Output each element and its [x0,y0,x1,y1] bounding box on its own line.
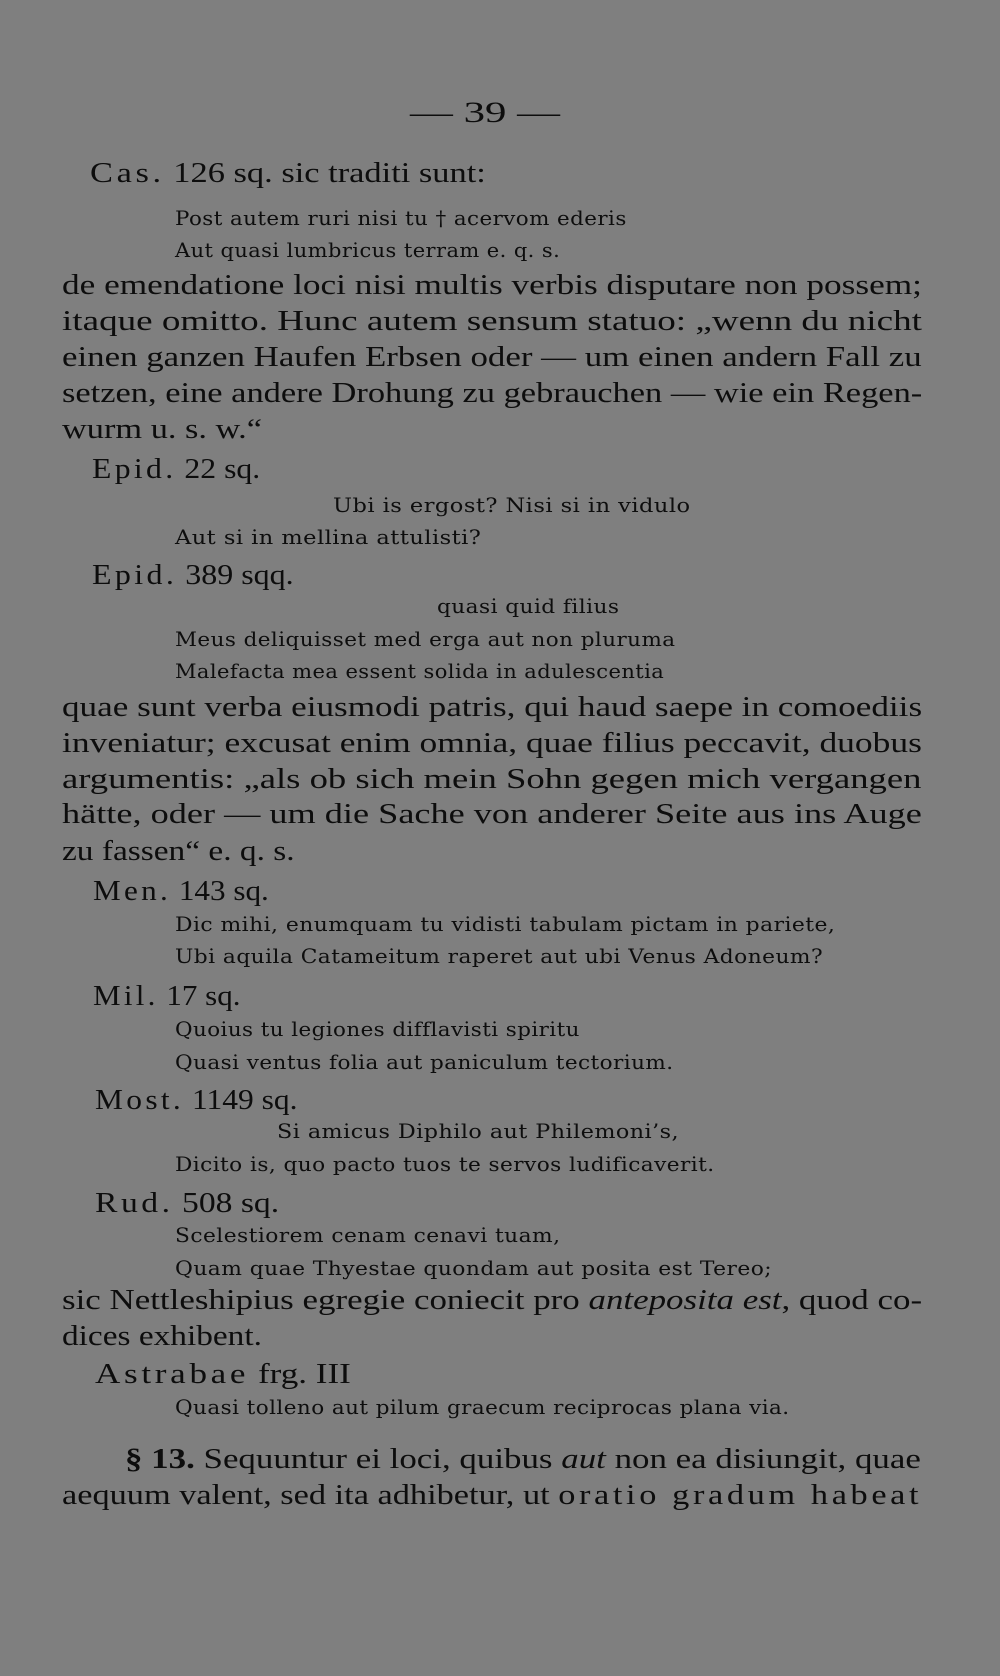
citation-rud [95,1190,279,1219]
citation-label: Mil. [93,981,159,1012]
text-run: , quod co- [781,1285,923,1316]
verse-line: Quoius tu legiones difflavisti spiritu [175,1018,580,1041]
verse-line: Post autem ruri nisi tu † acervom ederis [175,207,627,230]
italic-run: anteposita est [588,1285,782,1316]
verse-line: Aut quasi lumbricus terram e. q. s. [175,239,561,262]
text-line: einen ganzen Haufen Erbsen oder — um einen andern Fall zu [62,342,922,373]
citation-ref: 1149 sq. [191,1085,298,1116]
text-line: inveniatur; excusat enim omnia, quae filius peccavit, duobus [62,728,922,759]
text-run: non ea disiungit, quae [614,1444,921,1475]
text-line: quae sunt verba eiusmodi patris, qui haud saepe in comoediis [62,692,923,723]
verse-line: Quasi tolleno aut pilum graecum reciprocas plana via. [175,1396,790,1419]
citation-ref: 126 sq. sic traditi sunt: [173,158,486,189]
text-line: setzen, eine andere Drohung zu gebrauchen — wie ein Regen- [62,378,923,409]
verse-line: Meus deliquisset med erga aut non pluruma [175,628,676,651]
citation-ref: 22 sq. [184,454,261,485]
citation-ref: frg. III [257,1359,351,1390]
verse-line: Scelestiorem cenam cenavi tuam, [175,1224,561,1247]
text-line [62,1482,922,1511]
text-line: de emendatione loci nisi multis verbis disputare non possem; [62,270,922,301]
verse-line: Ubi aquila Catameitum raperet aut ubi Venus Adoneum? [175,945,824,968]
page-number: — 39 — [410,96,561,129]
text-line: hätte, oder — um die Sache von anderer Seite aus ins Auge [62,799,922,830]
citation-label: Men. [93,876,172,907]
citation-epid-389 [92,562,294,591]
text-run: Sequuntur ei loci, quibus [203,1444,553,1475]
verse-line: Quasi ventus folia aut paniculum tectorium. [175,1051,674,1074]
citation-epid-22 [92,456,260,485]
citation-most [95,1087,297,1116]
citation-ref: 389 sqq. [185,560,294,591]
section-number: § 13. [125,1444,195,1475]
citation-mil [93,983,240,1012]
section-heading-line [125,1446,921,1475]
text-line: wurm u. s. w.“ [62,414,262,445]
citation-ref: 508 sq. [182,1188,280,1219]
text-line: itaque omitto. Hunc autem sensum statuo: „wenn du nicht [62,306,922,337]
text-line: argumentis: „als ob sich mein Sohn gegen mich vergangen [62,764,922,795]
verse-line: Quam quae Thyestae quondam aut posita est Tereo; [175,1257,773,1280]
spaced-run: oratio gradum habeat [558,1480,923,1511]
verse-line: quasi quid filius [437,595,620,618]
citation-cas [90,160,486,189]
citation-men [93,878,269,907]
text-line: zu fassen“ e. q. s. [62,836,295,867]
citation-label: Epid. [92,560,178,591]
text-run: aequum valent, sed ita adhibetur, ut [62,1480,550,1511]
verse-line: Malefacta mea essent solida in adulescentia [175,660,665,683]
italic-run: aut [561,1444,606,1475]
citation-astrabae [95,1361,351,1390]
citation-label: Rud. [95,1188,174,1219]
text-line [62,1287,922,1316]
verse-line: Aut si in mellina attulisti? [175,526,482,549]
verse-line: Ubi is ergost? Nisi si in vidulo [333,494,691,517]
verse-line: Dic mihi, enumquam tu vidisti tabulam pictam in pariete, [175,913,836,936]
citation-label: Most. [95,1085,185,1116]
verse-line: Dicito is, quo pacto tuos te servos ludificaverit. [175,1153,715,1176]
text-run: sic Nettleshipius egregie coniecit pro [62,1285,580,1316]
citation-label: Astrabae [95,1359,250,1390]
citation-label: Cas. [90,158,165,189]
text-line: dices exhibent. [62,1321,262,1352]
verse-line: Si amicus Diphilo aut Philemoni’s, [277,1120,680,1143]
citation-ref: 17 sq. [166,981,241,1012]
citation-label: Epid. [92,454,177,485]
citation-ref: 143 sq. [178,876,269,907]
